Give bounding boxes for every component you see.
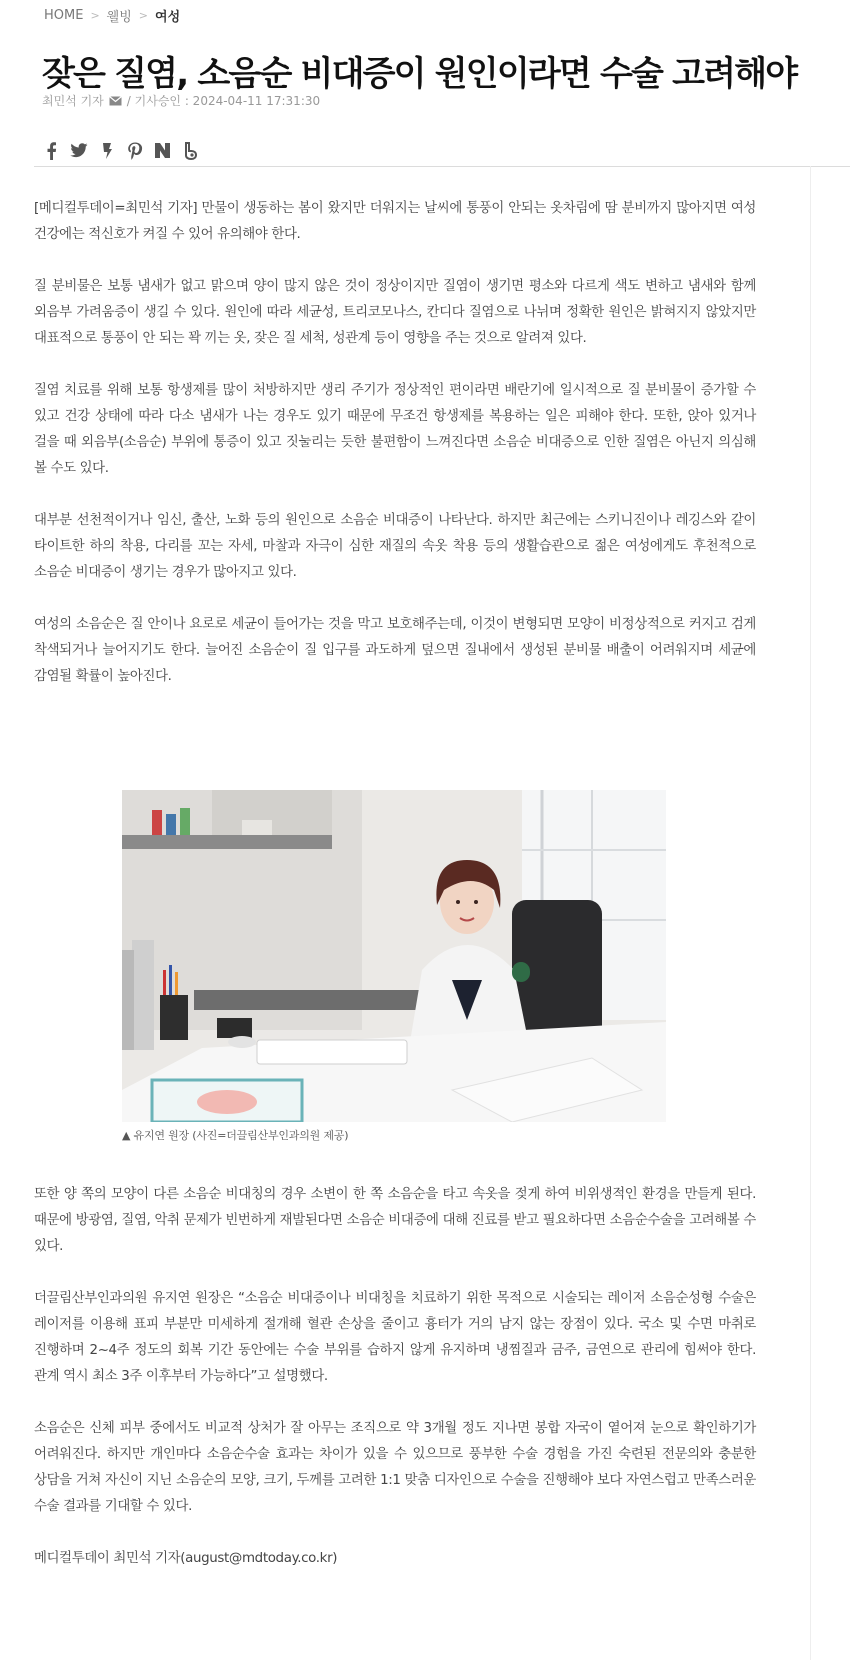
- article-paragraph: 여성의 소음순은 질 안이나 요로로 세균이 들어가는 것을 막고 보호해주는데, 이것이 변형되면 모양이 비정상적으로 커지고 검게 착색되거나 늘어지기도 한다. 늘어진 소음순이 질 입구를 과도하게 덮으면 질내에서 생성된 분비물 배출이 어려워지며 세균에 감염될 확률이 높아진다.: [34, 617, 756, 684]
- email-icon[interactable]: [109, 96, 122, 106]
- band-icon[interactable]: [180, 140, 201, 161]
- twitter-icon[interactable]: [68, 140, 89, 161]
- publish-date: / 기사승인 : 2024-04-11 17:31:30: [126, 94, 321, 108]
- breadcrumb-women[interactable]: 여성: [155, 9, 181, 25]
- article-paragraph: [메디컬투데이=최민석 기자] 만물이 생동하는 봄이 왔지만 더워지는 날씨에 통풍이 안되는 옷차림에 땀 분비까지 많아지면 여성 건강에는 적신호가 켜질 수 있어 유의해야 한다.: [34, 201, 756, 242]
- kakaostory-icon[interactable]: [96, 140, 117, 161]
- breadcrumb: [44, 4, 180, 26]
- breadcrumb-wellbeing[interactable]: 웰빙: [106, 9, 132, 25]
- facebook-icon[interactable]: [40, 140, 61, 161]
- share-bar: [40, 140, 201, 161]
- naver-icon[interactable]: [152, 140, 173, 161]
- article-paragraph: 질염 치료를 위해 보통 항생제를 많이 처방하지만 생리 주기가 정상적인 편이라면 배란기에 일시적으로 질 분비물이 증가할 수 있고 건강 상태에 따라 다소 냄새가 나는 경우도 있기 때문에 무조건 항생제를 복용하는 일은 피해야 한다. 또한, 앉아 있거나 걸을 때 외음부(소음순) 부위에 통증이 있고 짓눌리는 듯한 불편함이 느껴진다면 소음순 비대증으로 인한 질염은 아닌지 의심해 볼 수도 있다.: [34, 383, 756, 476]
- reporter-signature: 메디컬투데이 최민석 기자(august@mdtoday.co.kr): [34, 1551, 338, 1566]
- article-paragraph: 대부분 선천적이거나 임신, 출산, 노화 등의 원인으로 소음순 비대증이 나타난다. 하지만 최근에는 스키니진이나 레깅스와 같이 타이트한 하의 착용, 다리를 꼬는 자세, 마찰과 자극이 심한 재질의 속옷 착용 등의 생활습관으로 젊은 여성에게도 후천적으로 소음순 비대증이 생기는 경우가 많아지고 있다.: [34, 513, 756, 580]
- article-body: [34, 196, 756, 1598]
- article-paragraph: 또한 양 쪽의 모양이 다른 소음순 비대칭의 경우 소변이 한 쪽 소음순을 타고 속옷을 젖게 하여 비위생적인 환경을 만들게 된다. 때문에 방광염, 질염, 악취 문제가 빈번하게 재발된다면 소음순 비대증에 대해 진료를 받고 필요하다면 소음순수술을 고려해볼 수 있다.: [34, 1187, 756, 1254]
- photo-caption: ▲ 유지연 원장 (사진=더끌림산부인과의원 제공): [122, 1129, 349, 1142]
- breadcrumb-separator: >: [138, 8, 149, 22]
- doctor-photo-illustration: [122, 790, 666, 1122]
- article-paragraph: 더끌림산부인과의원 유지연 원장은 “소음순 비대증이나 비대칭을 치료하기 위한 목적으로 시술되는 레이저 소음순성형 수술은 레이저를 이용해 표피 부분만 미세하게 절개해 혈관 손상을 줄이고 흉터가 거의 남지 않는 장점이 있다. 국소 및 수면 마취로 진행하며 2~4주 정도의 회복 기간 동안에는 수술 부위를 습하지 않게 유지하며 냉찜질과 금주, 금연으로 관리에 힘써야 한다. 관계 역시 최소 3주 이후부터 가능하다”고 설명했다.: [34, 1291, 756, 1384]
- article-figure: [122, 790, 666, 1144]
- article-paragraph: 질 분비물은 보통 냄새가 없고 맑으며 양이 많지 않은 것이 정상이지만 질염이 생기면 평소와 다르게 색도 변하고 냄새와 함께 외음부 가려움증이 생길 수 있다. 원인에 따라 세균성, 트리코모나스, 칸디다 질염으로 나뉘며 정확한 원인은 밝혀지지 않았지만 대표적으로 통풍이 안 되는 꽉 끼는 옷, 잦은 질 세척, 성관계 등이 영향을 주는 것으로 알려져 있다.: [34, 279, 756, 346]
- article-byline: [42, 92, 320, 109]
- article-photo[interactable]: [122, 790, 666, 1122]
- article-title: 잦은 질염, 소음순 비대증이 원인이라면 수술 고려해야: [42, 53, 797, 94]
- header-divider: [34, 166, 850, 167]
- article-paragraph: 소음순은 신체 피부 중에서도 비교적 상처가 잘 아무는 조직으로 약 3개월 정도 지나면 봉합 자국이 옅어져 눈으로 확인하기가 어려워진다. 하지만 개인마다 소음순수술 효과는 차이가 있을 수 있으므로 풍부한 수술 경험을 가진 숙련된 전문의와 충분한 상담을 거쳐 자신이 지닌 소음순의 모양, 크기, 두께를 고려한 1:1 맞춤 디자인으로 수술을 진행해야 보다 자연스럽고 만족스러운 수술 결과를 기대할 수 있다.: [34, 1421, 756, 1514]
- breadcrumb-separator: >: [90, 8, 100, 22]
- breadcrumb-home[interactable]: HOME: [44, 7, 84, 23]
- pinterest-icon[interactable]: [124, 140, 145, 161]
- sidebar-divider: [810, 166, 811, 1660]
- reporter-name[interactable]: 최민석 기자: [42, 94, 104, 108]
